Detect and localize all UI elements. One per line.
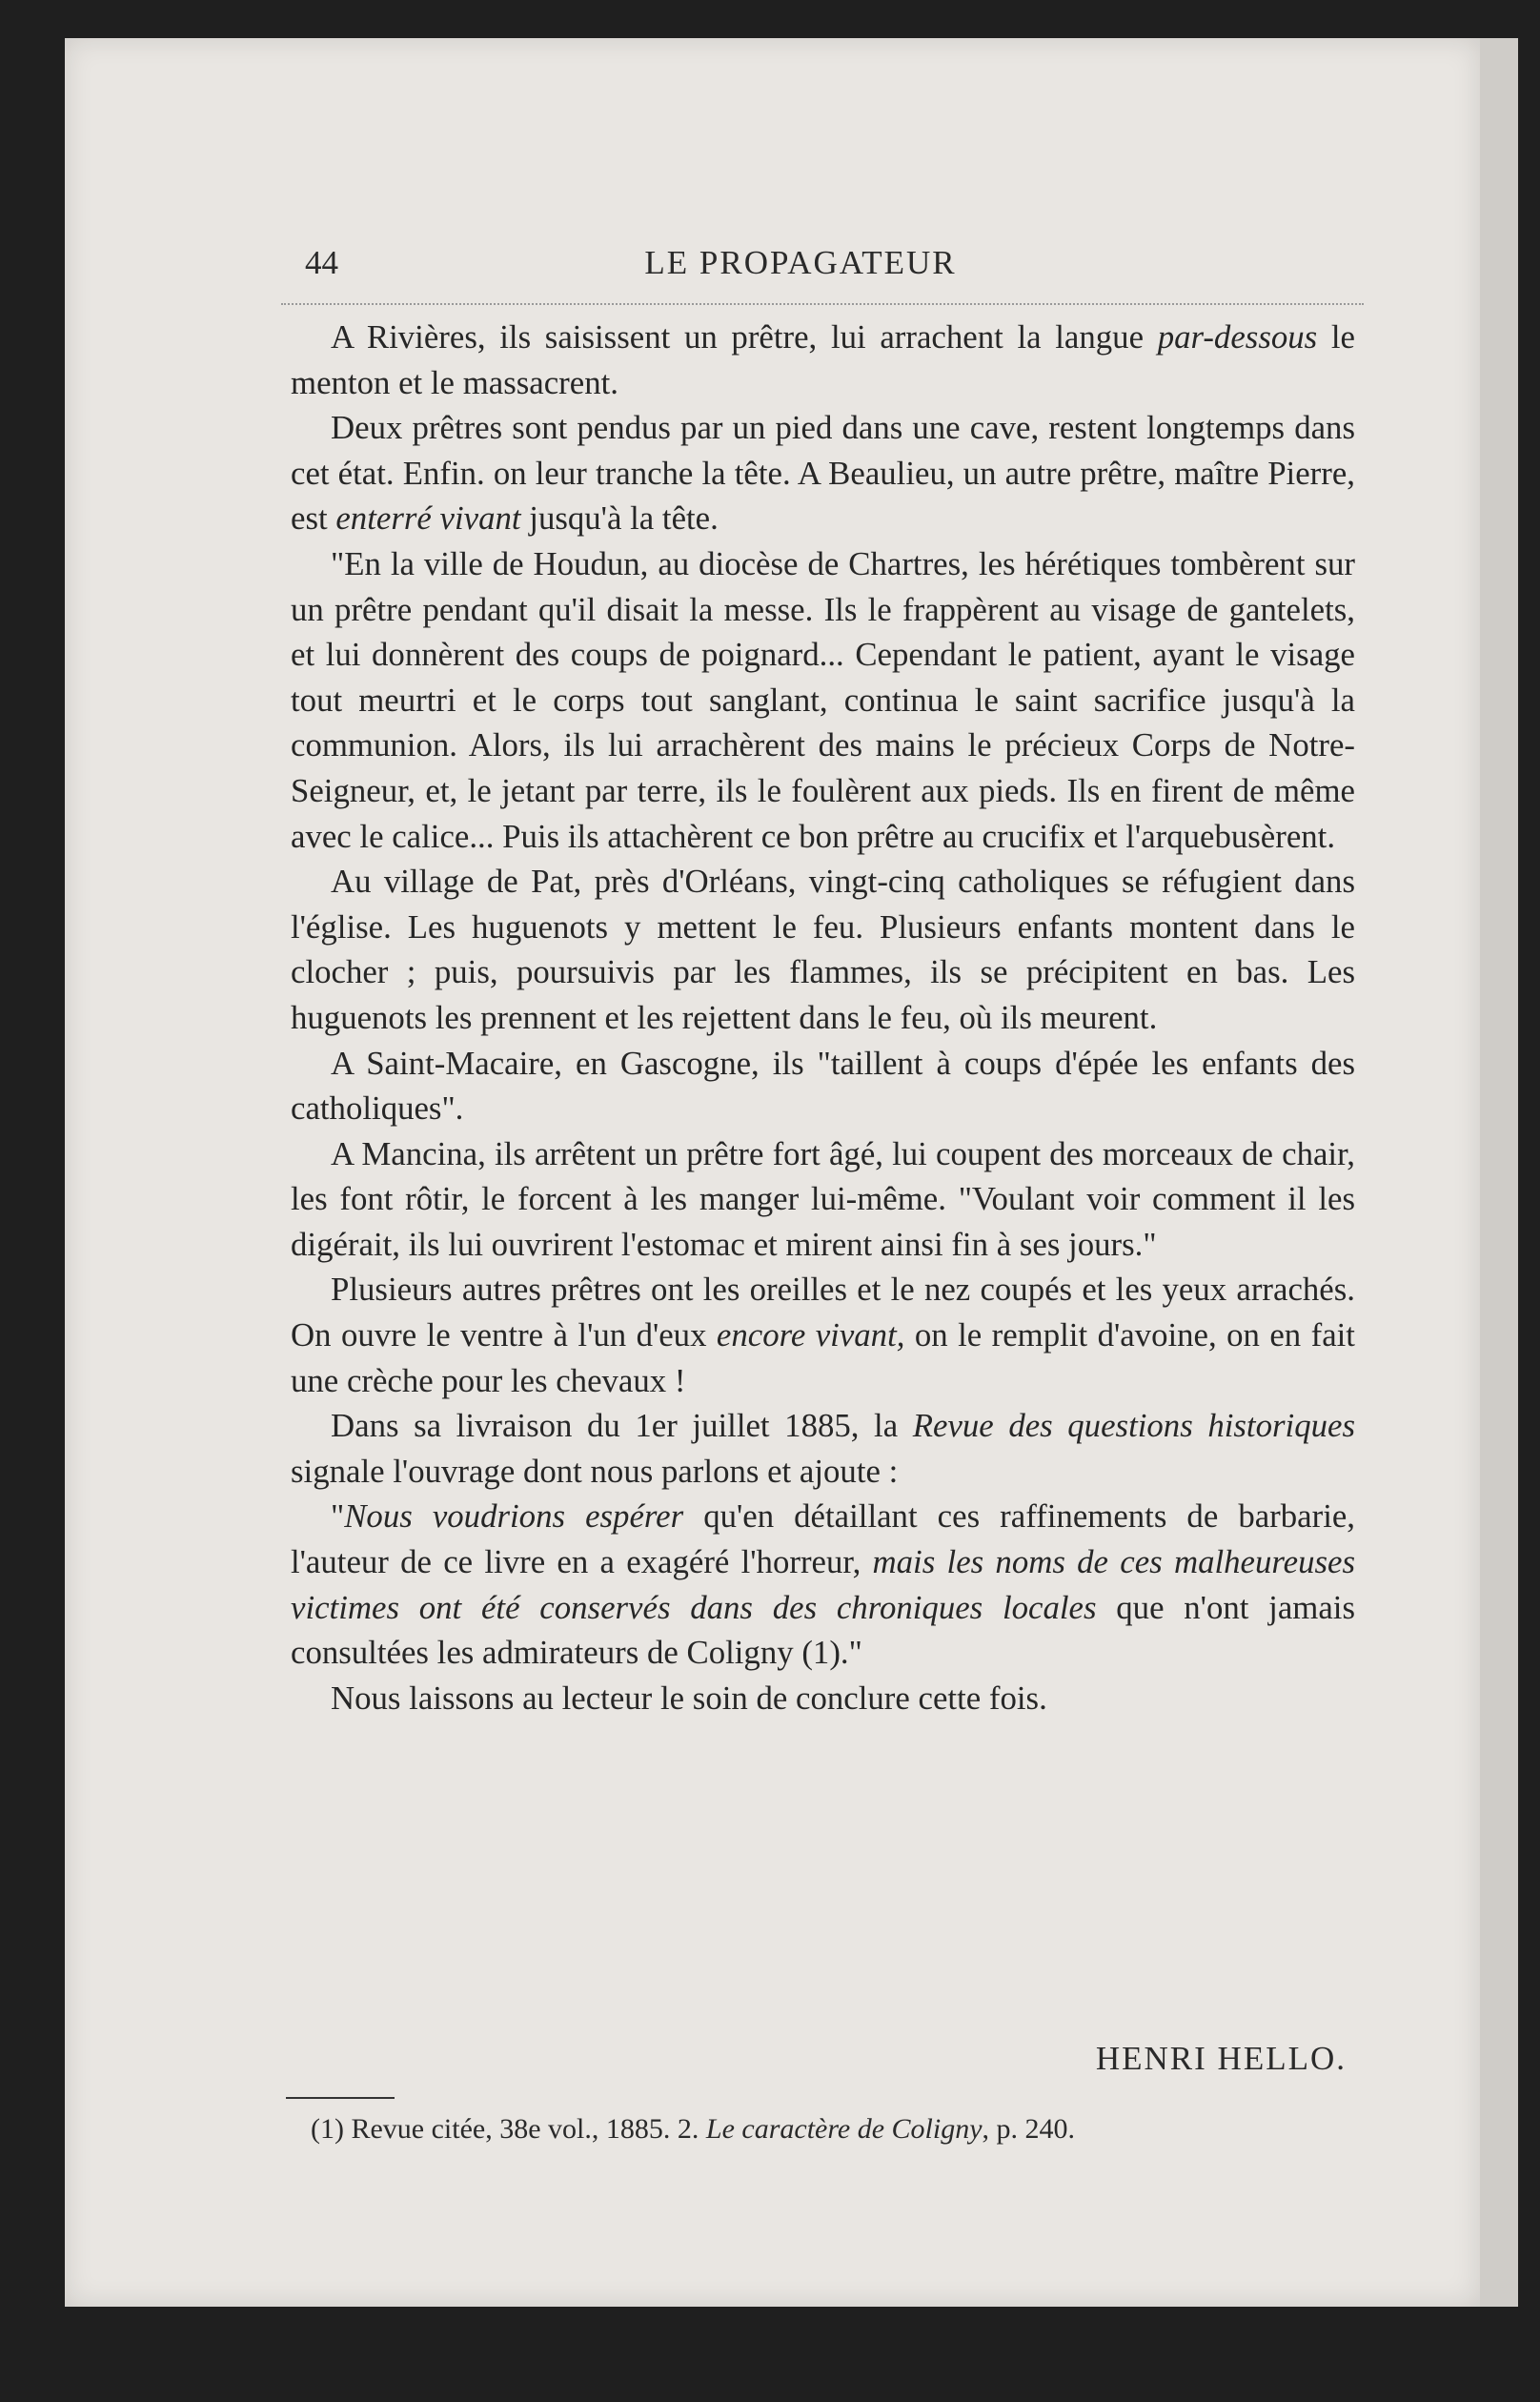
paragraph bbox=[291, 1403, 1355, 1494]
text-run: Plusieurs autres prêtres ont les oreilles et le nez coupés et les yeux arrachés. On ouvre le ventre à l'un d'eux bbox=[291, 1271, 1355, 1354]
paragraph bbox=[291, 1494, 1355, 1675]
text-run: "En la ville de Houdun, au diocèse de Chartres, les hérétiques tombèrent sur un prêtre pendant qu'il disait la messe. Ils le frappèrent au visage de gantelets, et lui donnèrent des coups de poignard... Cependant le patient, ayant le visage tout meurtri et le corps tout sanglant, continua le saint sacrifice jusqu'à la communion. Alors, ils lui arrachèrent des mains le précieux Corps de Notre-Seigneur, et, le jetant par terre, ils le foulèrent aux pieds. Ils en firent de même avec le calice... Puis ils attachèrent ce bon prêtre au crucifix et l'arquebusèrent. bbox=[291, 544, 1355, 855]
page-edge bbox=[1480, 38, 1518, 2307]
header-rule bbox=[281, 303, 1364, 305]
italic-text: par-dessous bbox=[1157, 318, 1318, 356]
text-run: on le remplit d'avoine, on en fait une crèche pour les chevaux ! bbox=[291, 1316, 1355, 1399]
running-title: LE PROPAGATEUR bbox=[644, 244, 957, 281]
body-text bbox=[291, 315, 1355, 1720]
page-header bbox=[240, 236, 1361, 294]
paragraph bbox=[291, 541, 1355, 859]
paragraph bbox=[291, 859, 1355, 1040]
footnote-title: Le caractère de Coligny bbox=[705, 2113, 983, 2145]
text-run: A Saint-Macaire, en Gascogne, ils "taillent à coups d'épée les enfants des catholiques". bbox=[291, 1044, 1355, 1128]
page-number: 44 bbox=[305, 244, 338, 281]
text-run: A Rivières, ils saisissent un prêtre, lui arrachent la langue bbox=[331, 318, 1158, 356]
author-signature: HENRI HELLO. bbox=[1095, 2040, 1347, 2077]
footnote bbox=[311, 2113, 1359, 2146]
italic-text: enterré vivant bbox=[335, 499, 521, 538]
text-run: Nous laissons au lecteur le soin de conclure cette fois. bbox=[331, 1679, 1047, 1717]
paragraph bbox=[291, 1676, 1355, 1721]
paragraph bbox=[291, 315, 1355, 405]
paragraph bbox=[291, 1131, 1355, 1268]
text-run: Dans sa livraison du 1er juillet 1885, la bbox=[331, 1407, 913, 1445]
footnote-rule bbox=[286, 2097, 395, 2099]
paragraph bbox=[291, 405, 1355, 541]
text-run: " bbox=[331, 1497, 345, 1536]
text-run: le menton et le massacrent. bbox=[291, 318, 1356, 401]
paragraph bbox=[291, 1041, 1355, 1131]
text-run: qu'en détaillant ces raffinements de barbarie, l'auteur de ce livre en a exagéré l'horreur, bbox=[291, 1497, 1356, 1581]
italic-text: Revue des questions historiques bbox=[912, 1407, 1355, 1445]
text-run: Au village de Pat, près d'Orléans, vingt-cinq catholiques se réfugient dans l'église. Les huguenots y mettent le feu. Plusieurs enfants montent dans le clocher ; puis, poursuivis par les flammes, ils se précipitent en bas. Les huguenots les prennent et les rejettent dans le feu, où ils meurent. bbox=[291, 863, 1355, 1036]
italic-text: encore vivant, bbox=[716, 1316, 905, 1354]
text-run: A Mancina, ils arrêtent un prêtre fort âgé, lui coupent des morceaux de chair, les font rôtir, le forcent à les manger lui-même. "Voulant voir comment il les digérait, ils lui ouvrirent l'estomac et mirent ainsi fin à ses jours." bbox=[291, 1134, 1355, 1263]
text-run: signale l'ouvrage dont nous parlons et ajoute : bbox=[291, 1452, 899, 1490]
text-run: que n'ont jamais consultées les admirateurs de Coligny (1)." bbox=[291, 1588, 1355, 1672]
italic-text: mais les noms de ces malheureuses victimes ont été conservés dans des chroniques locales bbox=[291, 1543, 1355, 1626]
text-run: Deux prêtres sont pendus par un pied dans une cave, restent longtemps dans cet état. Enfin. on leur tranche la tête. A Beaulieu, un autre prêtre, maître Pierre, est bbox=[291, 409, 1355, 538]
italic-text: Nous voudrions espérer bbox=[344, 1497, 684, 1536]
paragraph bbox=[291, 1267, 1355, 1403]
footnote-text: (1) Revue citée, 38e vol., 1885. 2. bbox=[311, 2113, 706, 2145]
footnote-page: , p. 240. bbox=[982, 2113, 1076, 2145]
text-run: jusqu'à la tête. bbox=[520, 499, 719, 538]
